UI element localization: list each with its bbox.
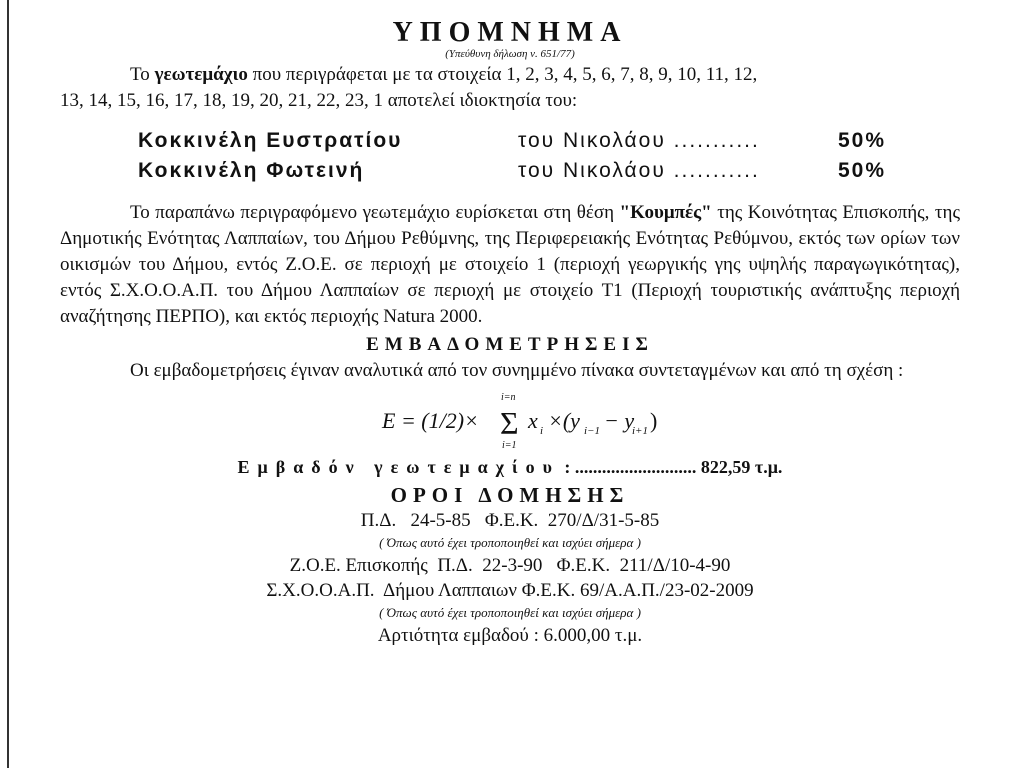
owner-share: 50% <box>838 129 887 152</box>
formula-lower-limit: i=1 <box>502 440 517 450</box>
parcel-area-separator: : ........................... <box>559 457 697 477</box>
intro-prefix: Το <box>130 64 155 85</box>
parcel-area-value: 822,59 τ.μ. <box>700 457 783 477</box>
owner-name: Κοκκινέλη Ευστρατίου <box>138 129 403 152</box>
formula-svg <box>360 390 660 450</box>
formula-upper-limit: i=n <box>501 392 516 403</box>
building-terms <box>60 508 960 648</box>
parcel-area <box>60 454 960 480</box>
terms-line-2: Ζ.Ο.Ε. Επισκοπής Π.Δ. 22-3-90 Φ.Ε.Κ. 211/Δ/10-4-90 <box>289 555 731 576</box>
formula-x: x <box>528 408 538 433</box>
document-title: ΥΠΟΜΝΗΜΑ <box>392 17 628 48</box>
intro-paragraph <box>60 62 960 114</box>
owner-row <box>138 156 960 186</box>
owner-father: του Νικολάου ........... <box>518 159 760 182</box>
formula-sub-ip1: i+1 <box>632 425 648 437</box>
owner-share: 50% <box>838 159 887 182</box>
measurements-text: Οι εμβαδομετρήσεις έγιναν αναλυτικά από τον συνημμένο πίνακα συντεταγμένων και από τη σχέση : <box>130 360 904 381</box>
terms-line-3: Σ.Χ.Ο.Ο.Α.Π. Δήμου Λαππαιων Φ.Ε.Κ. 69/Α.Α.Π./23-02-2009 <box>266 580 754 601</box>
intro-line-1 <box>60 62 960 88</box>
location-place: "Κουμπές" <box>619 202 712 223</box>
formula-minus-y: − y <box>604 408 635 433</box>
owner-row <box>138 126 960 156</box>
intro-bold-word: γεωτεμάχιο <box>154 64 248 85</box>
owner-father: του Νικολάου ........... <box>518 129 760 152</box>
location-text-2: της Κοινότητας Επισκοπής, της Δημοτικής Ενότητας Λαππαίων, του Δήμου Ρεθύμνης, της Περιφερειακής Ενότητας Ρεθύμνου, εκτός των ορίων των οικισμών του Δήμου, εντός Ζ.Ο.Ε. σε περιοχή με στοιχείο 1 (περιοχή γεωργικής γης υψηλής παραγωγικότητας), εντός Σ.Χ.Ο.Ο.Α.Π. του Δήμου Λαππαίων σε περιοχή με στοιχείο Τ1 (Περιοχή τουριστικής ανάπτυξης περιοχή αναζήτησης ΠΕΡΠΟ), και εκτός περιοχής Natura 2000. <box>60 202 961 327</box>
formula-sub-im1: i−1 <box>584 425 600 437</box>
formula-times-y: ×(y <box>548 408 580 433</box>
formula-sub-i: i <box>540 425 544 437</box>
area-formula <box>60 390 960 450</box>
formula-lhs: E = (1/2)× <box>382 408 479 433</box>
location-paragraph <box>60 200 960 330</box>
owner-name: Κοκκινέλη Φωτεινή <box>138 159 365 182</box>
building-terms-heading: ΟΡΟΙ ΔΟΜΗΣΗΣ <box>390 483 630 507</box>
parcel-area-label: Εμβαδόν γεωτεμαχίου <box>237 457 560 477</box>
terms-line-1: Π.Δ. 24-5-85 Φ.Ε.Κ. 270/Δ/31-5-85 <box>360 510 660 531</box>
owners-list <box>138 126 960 186</box>
document-page <box>60 18 960 648</box>
location-text-1: Το παραπάνω περιγραφόμενο γεωτεμάχιο ευρίσκεται στη θέση <box>130 202 620 223</box>
intro-line-1-rest: που περιγράφεται με τα στοιχεία 1, 2, 3, 4, 5, 6, 7, 8, 9, 10, 11, 12, <box>247 64 758 85</box>
min-area-value: : 6.000,00 τ.μ. <box>533 625 643 646</box>
min-area <box>60 623 960 648</box>
formula-close: ) <box>650 408 658 433</box>
measurements-heading: ΕΜΒΑΔΟΜΕΤΡΗΣΕΙΣ <box>366 334 654 355</box>
intro-line-2: 13, 14, 15, 16, 17, 18, 19, 20, 21, 22, 23, 1 αποτελεί ιδιοκτησία του: <box>60 90 578 111</box>
document-subtitle: (Υπεύθυνη δήλωση ν. 651/77) <box>445 48 575 60</box>
terms-note-2: ( Όπως αυτό έχει τροποποιηθεί και ισχύει σήμερα ) <box>379 605 641 620</box>
terms-note-1: ( Όπως αυτό έχει τροποποιηθεί και ισχύει σήμερα ) <box>379 535 641 550</box>
formula-sigma: Σ <box>500 405 519 441</box>
page-left-border <box>7 0 9 768</box>
min-area-label: Αρτιότητα εμβαδού <box>377 625 529 646</box>
